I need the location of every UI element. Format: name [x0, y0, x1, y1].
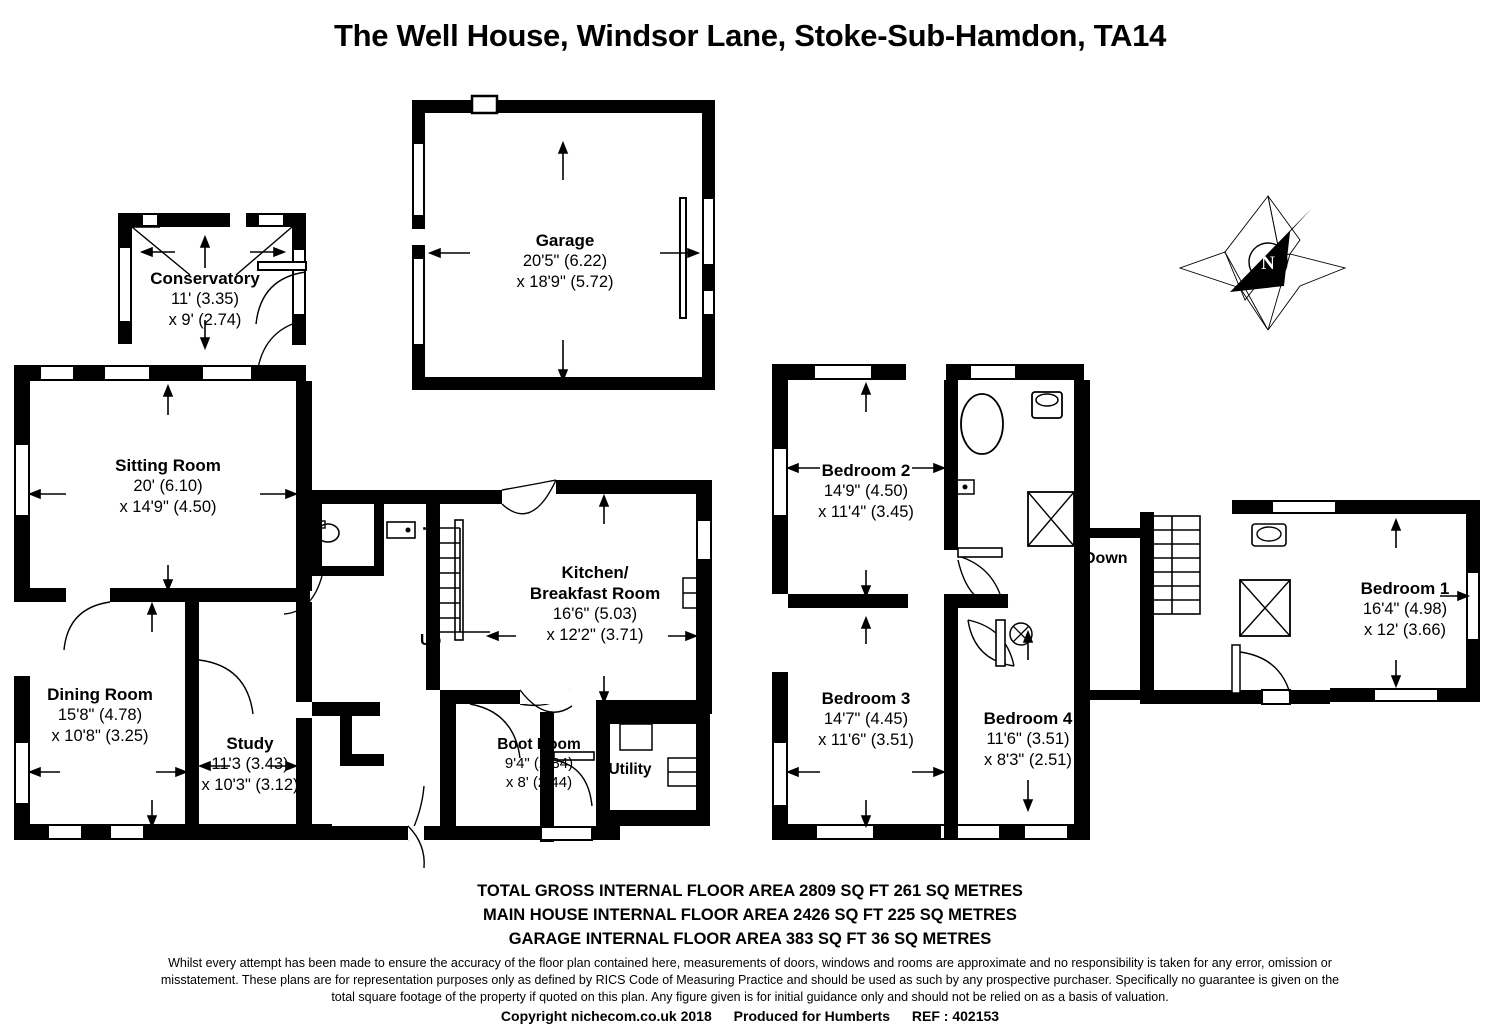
room-label-bedroom-4: Bedroom 4 11'6" (3.51) x 8'3" (2.51) — [983, 709, 1073, 769]
room-label-dining-room: Dining Room 15'8" (4.78) x 10'8" (3.25) — [47, 685, 153, 745]
compass-rose-graphic — [1180, 196, 1345, 330]
room-label-kitchen-breakfast: Kitchen/ Breakfast Room 16'6" (5.03) x 12'2" (3.71) — [529, 563, 661, 644]
area-total: TOTAL GROSS INTERNAL FLOOR AREA 2809 SQ FT 261 SQ METRES — [477, 882, 1023, 900]
room-label-study: Study 11'3 (3.43) x 10'3" (3.12) — [201, 734, 299, 794]
disclaimer-text: Whilst every attempt has been made to ensure the accuracy of the floor plan contained here, measurements of doors, windows and rooms are approximate and no responsibility is taken for any error, omission or misstatement. These plans are for representation purposes only as defined by RICS Code of Measuring Practice and should be used as such by any prospective purchaser. Specifically no guarantee is given on the total square footage of the property if quoted on this plan. Any figure given is for initial guidance only and should not be relied on as a basis of valuation. — [160, 956, 1340, 1004]
svg-text:N: N — [1261, 253, 1275, 274]
room-label-utility: Utility — [608, 761, 652, 778]
footer-bar — [0, 1008, 1500, 1024]
room-label-boot-room: Boot Room 9'4" (2.84) x 8' (2.44) — [497, 736, 581, 791]
room-label-bedroom-2: Bedroom 2 14'9" (4.50) x 11'4" (3.45) — [818, 461, 914, 521]
stairs-up-label: Up — [420, 632, 442, 649]
produced-for-text: Produced for Humberts — [733, 1008, 891, 1024]
copyright-text: Copyright nichecom.co.uk 2018 — [500, 1008, 712, 1024]
reference-text: REF : 402153 — [911, 1008, 1000, 1024]
room-label-bedroom-1: Bedroom 1 16'4" (4.98) x 12' (3.66) — [1360, 579, 1450, 639]
area-garage: GARAGE INTERNAL FLOOR AREA 383 SQ FT 36 SQ METRES — [508, 930, 992, 948]
stairs-down-label: Down — [1084, 550, 1128, 567]
area-main-house: MAIN HOUSE INTERNAL FLOOR AREA 2426 SQ FT 225 SQ METRES — [483, 906, 1017, 924]
room-label-garage: Garage 20'5" (6.22) x 18'9" (5.72) — [516, 231, 614, 291]
page-title: The Well House, Windsor Lane, Stoke-Sub-Hamdon, TA14 — [333, 18, 1167, 53]
room-label-bedroom-3: Bedroom 3 14'7" (4.45) x 11'6" (3.51) — [818, 689, 914, 749]
room-label-sitting-room: Sitting Room 20' (6.10) x 14'9" (4.50) — [115, 456, 221, 516]
room-label-conservatory: Conservatory 11' (3.35) x 9' (2.74) — [150, 269, 260, 329]
